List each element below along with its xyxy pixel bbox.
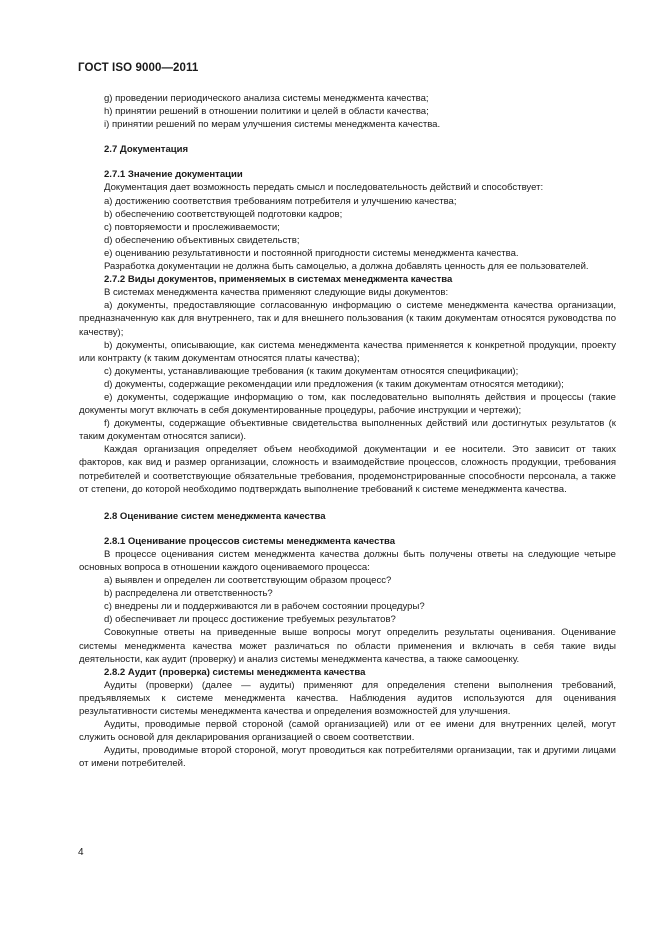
paragraph: b) документы, описывающие, как система менеджмента качества применяется к конкретной продукции, проекту или контракту (к таким документам относятся платы качества); xyxy=(79,339,616,364)
paragraph: е) оцениванию результативности и постоянной пригодности системы менеджмента качества. xyxy=(104,247,519,259)
paragraph: Документация дает возможность передать смысл и последовательность действий и способствует: xyxy=(104,182,544,194)
paragraph: а) достижению соответствия требованиям потребителя и улучшению качества; xyxy=(104,195,457,207)
paragraph: а) документы, предоставляющие согласованную информацию о системе менеджмента качества организации, предназначенную как для внутреннего, так и для внешнего пользования (к таким документам относятся руководства по качеству); xyxy=(79,300,616,338)
paragraph: Аудиты, проводимые первой стороной (самой организацией) или от ее имени для внутренних целей, могут служить основой для декларирования организацией о своем соответствии. xyxy=(79,719,616,744)
paragraph: d) документы, содержащие рекомендации или предложения (к таким документам относятся методики); xyxy=(104,378,564,390)
document-header: ГОСТ ISO 9000—2011 xyxy=(78,62,199,74)
paragraph: с) документы, устанавливающие требования (к таким документам относятся спецификации); xyxy=(104,365,519,377)
section-heading: 2.8.1 Оценивание процессов системы менеджмента качества xyxy=(104,535,396,547)
paragraph: Разработка документации не должна быть самоцелью, а должна добавлять ценность для ее пользователей. xyxy=(104,261,589,273)
paragraph: е) документы, содержащие информацию о том, как последовательно выполнять действия и процессы (такие документы могут включать в себя документированные процедуры, рабочие инструкции и чертежи); xyxy=(79,391,616,417)
paragraph: d) обеспечению объективных свидетельств; xyxy=(104,234,300,246)
paragraph: f) документы, содержащие объективные свидетельства выполненных действий или достигнутых результатов (к таким документам относятся записи). xyxy=(79,418,616,443)
paragraph: d) обеспечивает ли процесс достижение требуемых результатов? xyxy=(104,614,396,626)
paragraph: b) распределена ли ответственность? xyxy=(104,588,273,600)
paragraph: В системах менеджмента качества применяют следующие виды документов: xyxy=(104,287,449,299)
section-heading: 2.8.2 Аудит (проверка) системы менеджмента качества xyxy=(104,666,366,678)
section-heading: 2.7.1 Значение документации xyxy=(104,169,243,181)
paragraph: Совокупные ответы на приведенные выше вопросы могут определить результаты оценивания. Оценивание системы менеджмента качества может различаться по области применения и включать в себя такие виды деятельности, как аудит (проверку) и анализ системы менеджмента качества, а также самооценку. xyxy=(79,627,616,665)
document-body xyxy=(79,92,616,771)
page-number: 4 xyxy=(78,847,84,858)
section-heading: 2.8 Оценивание систем менеджмента качества xyxy=(104,510,326,522)
paragraph: b) обеспечению соответствующей подготовки кадров; xyxy=(104,208,343,220)
paragraph: а) выявлен и определен ли соответствующим образом процесс? xyxy=(104,575,392,587)
paragraph: В процессе оценивания систем менеджмента качества должны быть получены ответы на следующие четыре основных вопроса в отношении каждого оцениваемого процесса: xyxy=(79,548,616,573)
section-heading: 2.7 Документация xyxy=(104,144,189,156)
paragraph: i) принятии решений по мерам улучшения системы менеджмента качества. xyxy=(104,119,441,131)
paragraph: с) внедрены ли и поддерживаются ли в рабочем состоянии процедуры? xyxy=(104,601,425,613)
paragraph: Каждая организация определяет объем необходимой документации и ее носители. Это зависит от таких факторов, как вид и размер организации, сложность и взаимодействие процессов, сложность продукции, требования потребителей и соответствующие обязательные требования, продемонстрированные способности персонала, а также от степени, до которой необходимо подтверждать выполнение требований к системе менеджмента качества. xyxy=(79,444,616,495)
paragraph: Аудиты, проводимые второй стороной, могут проводиться как потребителями организации, так и другими лицами от имени потребителей. xyxy=(79,745,616,770)
section-heading: 2.7.2 Виды документов, применяемых в системах менеджмента качества xyxy=(104,274,453,286)
paragraph: g) проведении периодического анализа системы менеджмента качества; xyxy=(104,93,429,104)
paragraph: h) принятии решений в отношении политики и целей в области качества; xyxy=(104,106,429,118)
paragraph: Аудиты (проверки) (далее — аудиты) применяют для определения степени выполнения требований, предъявляемых к системе менеджмента качества. Наблюдения аудитов используются для оценивания результативности системы менеджмента качества и определения возможностей для улучшения. xyxy=(79,679,616,718)
paragraph: с) повторяемости и прослеживаемости; xyxy=(104,221,280,233)
